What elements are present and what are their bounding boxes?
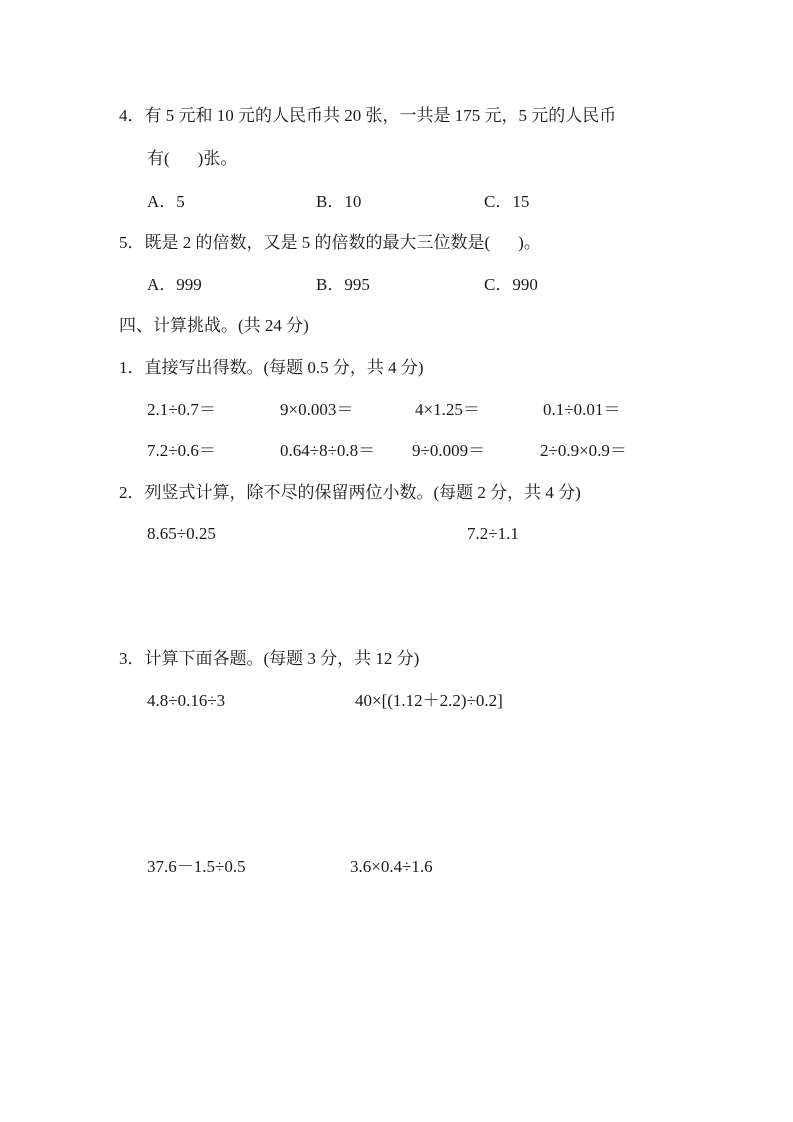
q5-text: [119, 233, 541, 253]
calc-item: 40×[(1.12＋2.2)÷0.2]: [355, 691, 503, 710]
q4-option-c: C．15: [484, 192, 530, 211]
q5-option-a: A．999: [147, 275, 202, 294]
oral-calc-item: 2.1÷0.7＝: [147, 400, 216, 419]
oral-calc-item: 4×1.25＝: [415, 400, 480, 419]
q4-text-post: )张。: [197, 149, 238, 168]
q5-text-pre: 5．既是 2 的倍数，又是 5 的倍数的最大三位数是(: [119, 233, 491, 252]
q4-option-b: B．10: [316, 192, 362, 211]
calc-item: 37.6－1.5÷0.5: [147, 857, 246, 876]
oral-calc-item: 2÷0.9×0.9＝: [540, 441, 627, 460]
oral-calc-item: 7.2÷0.6＝: [147, 441, 216, 460]
part-2-title: 2．列竖式计算，除不尽的保留两位小数。(每题 2 分，共 4 分): [119, 483, 581, 502]
section-4-title: 四、计算挑战。(共 24 分): [119, 316, 309, 335]
calc-item: 3.6×0.4÷1.6: [350, 857, 433, 876]
q4-text-line1: 4．有 5 元和 10 元的人民币共 20 张，一共是 175 元，5 元的人民币: [119, 106, 617, 125]
q5-text-post: )。: [518, 233, 541, 252]
part-3-title: 3．计算下面各题。(每题 3 分，共 12 分): [119, 649, 420, 668]
calc-item: 4.8÷0.16÷3: [147, 691, 226, 710]
vertical-calc-item: 8.65÷0.25: [147, 524, 216, 543]
oral-calc-item: 9÷0.009＝: [412, 441, 486, 460]
q4-text-pre: 有(: [147, 149, 170, 168]
oral-calc-item: 0.1÷0.01＝: [543, 400, 621, 419]
q5-option-c: C．990: [484, 275, 538, 294]
q4-option-a: A．5: [147, 192, 185, 211]
part-1-title: 1．直接写出得数。(每题 0.5 分，共 4 分): [119, 358, 424, 377]
q4-text-line2: [147, 149, 237, 169]
oral-calc-item: 0.64÷8÷0.8＝: [280, 441, 376, 460]
oral-calc-item: 9×0.003＝: [280, 400, 354, 419]
q5-option-b: B．995: [316, 275, 370, 294]
vertical-calc-item: 7.2÷1.1: [467, 524, 519, 543]
